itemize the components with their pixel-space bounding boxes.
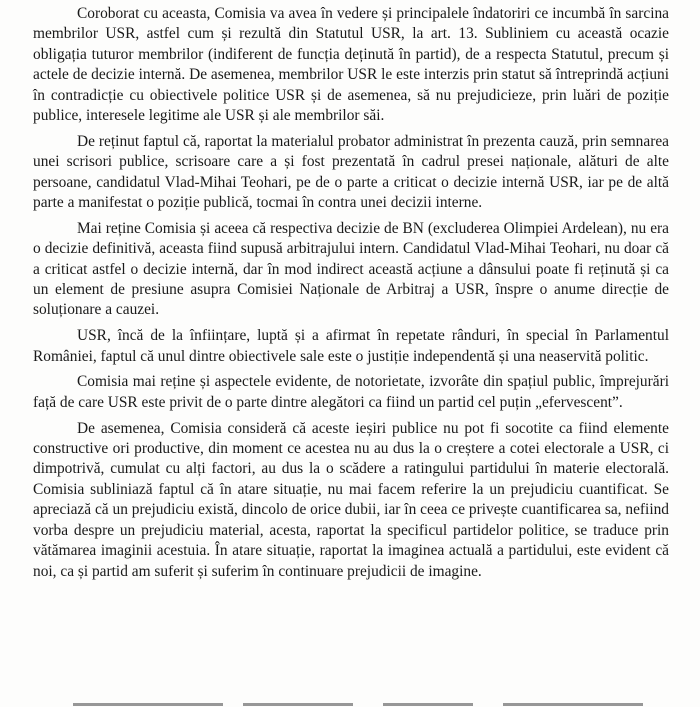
- paragraph-image-prejudice: De asemenea, Comisia consideră că aceste ieșiri publice nu pot fi socotite ca fiind elemente constructive ori productive, din moment ce acestea nu au dus la o creștere a cotei electorale a USR, ci dimpotrivă, cumulat cu alți factori, au dus la o scădere a ratingului partidului în materie electorală. Comisia subliniază faptul că în atare situație, nu mai facem referire la un prejudiciu cuantificat. Se apreciază că un prejudiciu există, dincolo de orice dubii, iar în ceea ce privește cuantificarea sa, nefiind vorba despre un prejudiciu material, acesta, raportat la specificul partidelor politice, se traduce prin vătămarea imaginii acestuia. În atare situație, raportat la imaginea actuală a partidului, este evident că noi, ca și partid am suferit și suferim în continuare prejudicii de imagine.: [33, 419, 669, 580]
- cropped-next-line: [33, 699, 673, 707]
- paragraph-bn-decision: Mai reține Comisia și aceea că respectiva decizie de BN (excluderea Olimpiei Ardelean), nu era o decizie definitivă, aceasta fiind supusă arbitrajului intern. Candidatul Vlad-Mihai Teohari, nu doar că a criticat astfel o decizie internă, dar în mod indirect această acțiune a dânsului poate fi reținută și ca un element de presiune asupra Comisiei Naționale de Arbitraj a USR, înspre o anume direcție de soluționare a cauzei.: [33, 219, 669, 319]
- paragraph-independent-justice: USR, încă de la înființare, luptă și a afirmat în repetate rânduri, în special în Parlamentul României, faptul că unul dintre obiectivele sale este o justiție independentă și una neaservită politic.: [33, 327, 669, 365]
- paragraph-statut-obligations: Coroborat cu aceasta, Comisia va avea în vedere și principalele îndatoriri ce incumbă în sarcina membrilor USR, astfel cum și rezultă din Statutul USR, la art. 13. Subliniem cu această ocazie obligația tuturor membrilor (indiferent de funcția deținută în partid), de a respecta Statutul, precum și actele de decizie internă. De asemenea, membrilor USR le este interzis prin statut să întreprindă acțiuni în contradicție cu obiectivele politice USR și de asemenea, să nu prejudicieze, prin luări de poziție publice, interesele legitime ale USR și ale membrilor săi.: [33, 5, 669, 125]
- document-body: [33, 4, 669, 587]
- paragraph-public-letter: De reținut faptul că, raportat la materialul probator administrat în prezenta cauză, prin semnarea unei scrisori publice, scrisoare care a și fost prezentată în cadrul presei naționale, alături de alte persoane, candidatul Vlad-Mihai Teohari, pe de o parte a criticat o decizie internă USR, iar pe de altă parte a manifestat o poziție publică, tocmai în contra unei decizii interne.: [33, 132, 669, 212]
- paragraph-public-perception: Comisia mai reține și aspectele evidente, de notorietate, izvorâte din spațiul public, împrejurări față de care USR este privit de o parte dintre alegători ca fiind un partid cel puțin „efervescent”.: [33, 373, 669, 411]
